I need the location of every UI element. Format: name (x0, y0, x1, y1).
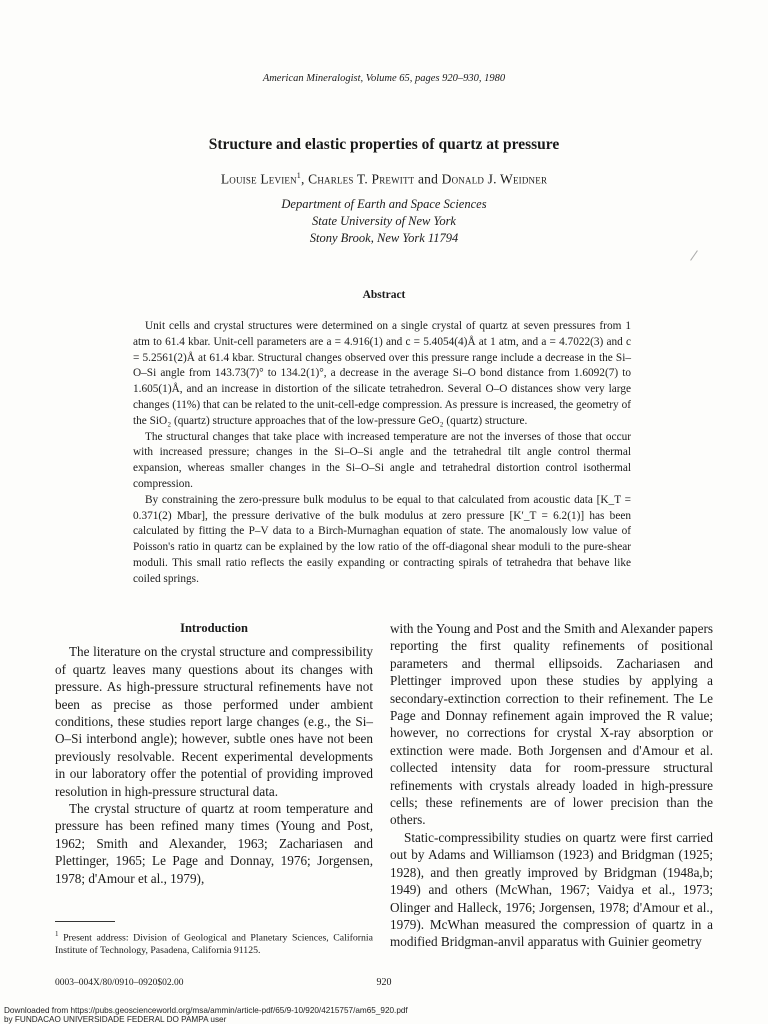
download-user-line: by FUNDACAO UNIVERSIDADE FEDERAL DO PAMPA user (4, 1015, 227, 1024)
journal-citation: American Mineralogist, Volume 65, pages 920–930, 1980 (262, 73, 506, 84)
page-number: 920 (376, 977, 392, 988)
footnote-marker: 1 (55, 930, 59, 938)
abstract-paragraph: The structural changes that take place with increased temperature are not the inverses of those that occur with increased pressure; changes in the Si–O–Si angle and the tetrahedral tilt angle control thermal expansion, whereas smaller changes in the Si–O–Si angle and tetrahedral distortion control isothermal compression. (133, 430, 631, 490)
body-paragraph: Static-compressibility studies on quartz were first carried out by Adams and Williamson (1923) and Bridgman (1925; 1928), and then greatly improved by Bridgman (1948a,b; 1949) and others (McWhan, 1967; Vaidya et al., 1973; Olinger and Halleck, 1976; Jorgensen, 1978; d'Amour et al., 1979). McWhan measured the compression of quartz in a modified Bridgman-anvil apparatus with Guinier geometry (390, 829, 713, 950)
author-name: Louise Levien (220, 171, 297, 187)
affiliation-university: State University of New York (312, 214, 456, 228)
author-name: Charles T. Prewitt (308, 171, 415, 187)
abstract-heading: Abstract (362, 289, 406, 301)
author-separator: , (301, 171, 309, 187)
author-list (0, 171, 768, 188)
download-url-line: Downloaded from https://pubs.geoscienceworld.org/msa/ammin/article-pdf/65/9-10/920/4215757/am65_920.pdf (4, 1006, 408, 1015)
body-paragraph: The literature on the crystal structure and compressibility of quartz leaves many questions about its changes with pressure. As high-pressure structural refinements have not been as precise as those performed under ambient conditions, these studies report large changes (e.g., the Si–O–Si interbond angle); however, subtle ones have not been previously resolvable. Recent experimental developments in our laboratory offer the potential of providing improved resolution in high-pressure structural data. (55, 644, 373, 799)
article-title: Structure and elastic properties of quartz at pressure (208, 136, 560, 153)
introduction-heading: Introduction (180, 621, 248, 635)
affiliation-address: Stony Brook, New York 11794 (309, 231, 459, 245)
footnote-marker: 1 (296, 171, 301, 180)
affiliation (0, 196, 768, 247)
left-column (55, 620, 373, 887)
affiliation-department: Department of Earth and Space Sciences (281, 197, 487, 211)
body-paragraph-continued: with the Young and Post and the Smith and Alexander papers reporting the first quality refinements of positional parameters and thermal ellipsoids. Zachariasen and Plettinger improved upon these studies by applying a secondary-extinction correction to their refinement. The Le Page and Donnay refinement again improved the R value; however, no corrections for crystal X-ray absorption or extinction were made. Both Jorgensen and d'Amour et al. collected intensity data for room-pressure structural refinements with crystals already loaded in high-pressure cells; these refinements are of lower precision than the others. (390, 621, 713, 828)
abstract-body (133, 319, 631, 588)
download-notice (4, 1006, 408, 1024)
author-separator: and (414, 171, 442, 187)
footnote (55, 928, 373, 957)
author-name: Donald J. Weidner (441, 171, 548, 187)
abstract-paragraph: By constraining the zero-pressure bulk modulus to be equal to that calculated from acoustic data [K_T = 0.371(2) Mbar], the pressure derivative of the bulk modulus at zero pressure [K′_T = 6.2(1)] has been calculated by fitting the P–V data to a Birch-Murnaghan equation of state. The anomalously low value of Poisson's ratio in quartz can be explained by the low ratio of the off-diagonal shear moduli to the pure-shear moduli. This small ratio reflects the easily expanding or contracting spirals of tetrahedra that behave like coiled springs. (133, 493, 631, 585)
abstract-paragraph: Unit cells and crystal structures were determined on a single crystal of quartz at seven pressures from 1 atm to 61.4 kbar. Unit-cell parameters are a = 4.916(1) and c = 5.4054(4)Å at 1 atm, and a = 4.7022(3) and c = 5.2561(2)Å at 61.4 kbar. Structural changes observed over this pressure range include a decrease in the Si–O–Si angle from 143.73(7)° to 134.2(1)°, a decrease in the average Si–O bond distance from 1.6092(7) to 1.605(1)Å, and an increase in distortion of the silicate tetrahedron. Several O–O distances show very large changes (11%) that can be related to the unit-cell-edge compression. As pressure is increased, the geometry of the SiO₂ (quartz) structure approaches that of the low-pressure GeO₂ (quartz) structure. (133, 320, 631, 427)
body-paragraph: The crystal structure of quartz at room temperature and pressure has been refined many times (Young and Post, 1962; Smith and Alexander, 1963; Zachariasen and Plettinger, 1965; Le Page and Donnay, 1976; Jorgensen, 1978; d'Amour et al., 1979), (55, 801, 373, 886)
article-code: 0003–004X/80/0910–0920$02.00 (55, 978, 184, 988)
pencil-mark (690, 250, 698, 260)
footnote-text: Present address: Division of Geological and Planetary Sciences, California Institute of Technology, Pasadena, California 91125. (55, 932, 373, 957)
footnote-divider (55, 921, 115, 922)
right-column (390, 620, 713, 951)
